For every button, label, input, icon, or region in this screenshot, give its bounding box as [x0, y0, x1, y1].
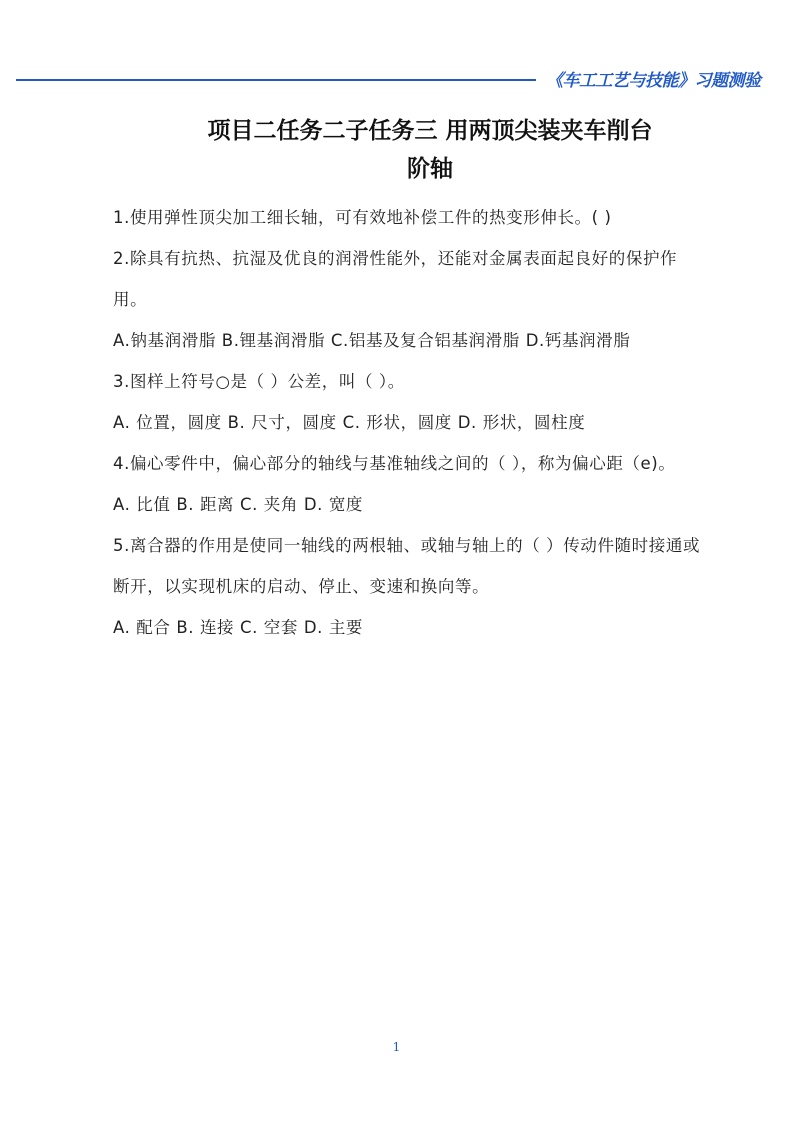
question-4: 4.偏心零件中，偏心部分的轴线与基准轴线之间的（ ），称为偏心距（e)。 — [113, 454, 676, 473]
question-2: 2.除具有抗热、抗湿及优良的润滑性能外，还能对金属表面起良好的保护作用。 — [113, 249, 678, 309]
page-number: 1 — [392, 1040, 401, 1054]
document-title — [150, 112, 710, 188]
header-rule — [16, 79, 536, 81]
question-5: 5.离合器的作用是使同一轴线的两根轴、或轴与轴上的（ ）传动件随时接通或断开，以实现机床的启动、停止、变速和换向等。 — [113, 536, 701, 596]
question-4-options: A. 比值 B. 距离 C. 夹角 D. 宽度 — [113, 495, 364, 514]
question-1: 1.使用弹性顶尖加工细长轴，可有效地补偿工件的热变形伸长。( ) — [113, 208, 612, 227]
document-title-line-1: 项目二任务二子任务三 用两顶尖装夹车削台 — [207, 118, 653, 144]
question-3: 3.图样上符号○是（ ）公差，叫（ ）。 — [113, 372, 405, 391]
document-title-line-2: 阶轴 — [407, 156, 453, 182]
question-2-options: A.钠基润滑脂 B.锂基润滑脂 C.铝基及复合铝基润滑脂 D.钙基润滑脂 — [113, 331, 631, 350]
document-body — [113, 197, 703, 648]
question-3-options: A. 位置，圆度 B. 尺寸，圆度 C. 形状，圆度 D. 形状，圆柱度 — [113, 413, 586, 432]
question-5-options: A. 配合 B. 连接 C. 空套 D. 主要 — [113, 618, 364, 637]
header-title: 《车工工艺与技能》习题测验 — [546, 71, 761, 91]
